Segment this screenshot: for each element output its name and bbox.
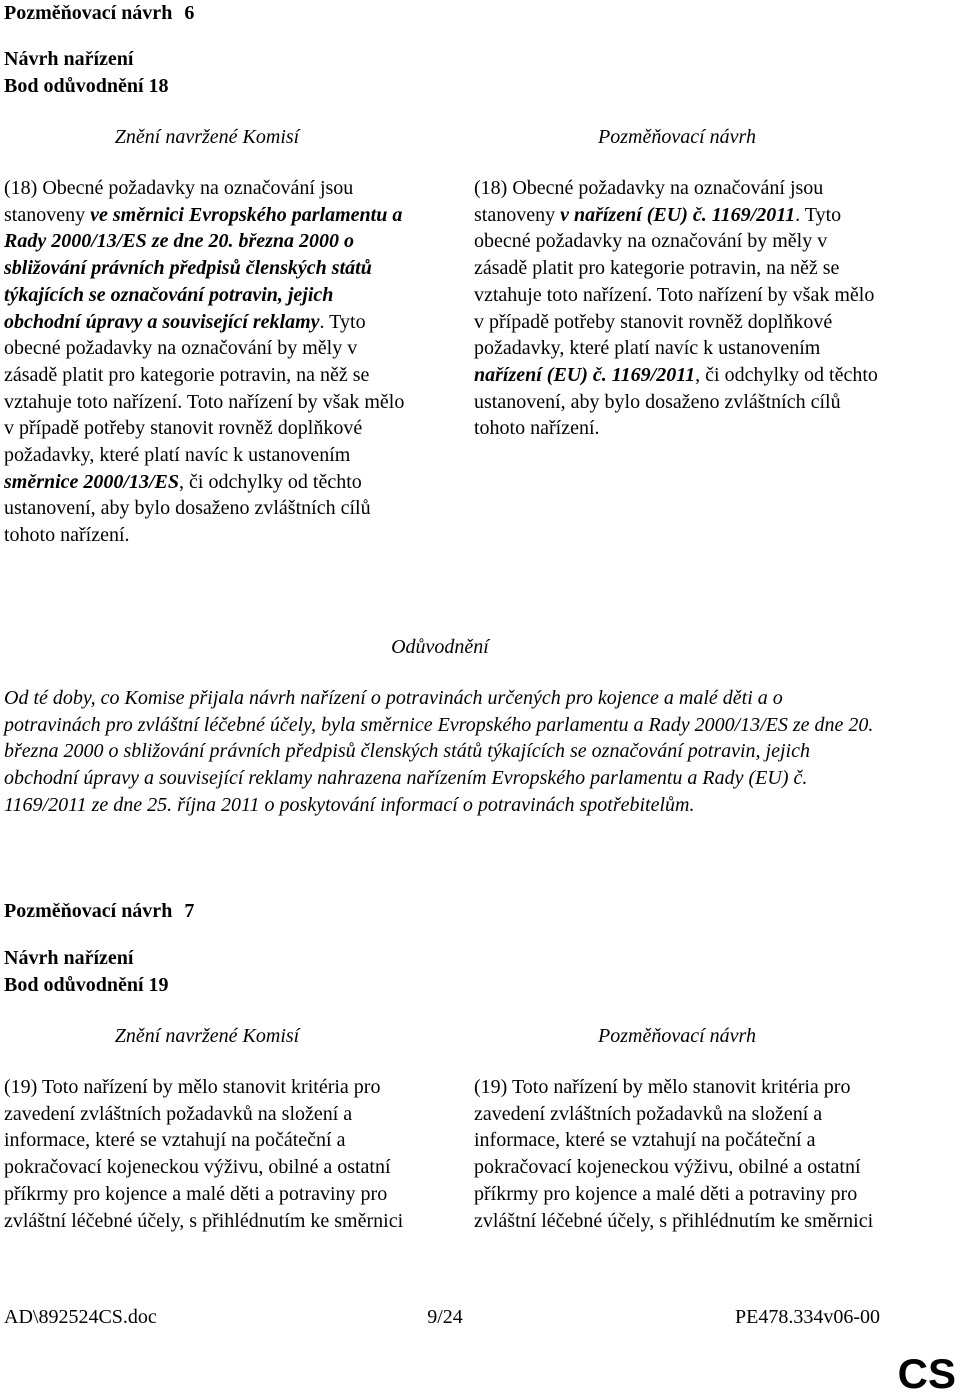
deleted-text: směrnice 2000/13/ES <box>4 470 180 493</box>
text-run: (18) Obecné požadavky na označování jsou stanoveny <box>4 177 354 226</box>
recital-title: Bod odůvodnění 18 <box>4 75 169 97</box>
justification-text: Od té doby, co Komise přijala návrh nařízení o potravinách určených pro kojence a malé děti a o potravinách pro zvláštní léčebné účely, byla směrnice Evropského parlamentu a Rady 2000/13/ES ze dne 20. března 2000 o sbližování právních předpisů členských států týkajících se označování potravin, jejich obchodní úpravy a související reklamy nahrazena nařízením Evropského parlamentu a Rady (EU) č. 1169/2011 ze dne 25. října 2011 o poskytování informací o potravinách spotřebitelům. <box>4 687 874 816</box>
added-text: nařízení (EU) č. 1169/2011 <box>474 363 696 386</box>
footer-reference: PE478.334v06-00 <box>735 1306 880 1328</box>
amendment-6-heading <box>4 0 194 26</box>
amendment-7-heading <box>4 898 194 924</box>
commission-text <box>4 175 414 549</box>
proposal-title: Návrh nařízení <box>4 947 134 969</box>
right-column-header: Pozměňovací návrh <box>598 1025 756 1047</box>
text-run: (18) Obecné požadavky na označování jsou stanoveny <box>474 177 824 226</box>
commission-text: (19) Toto nařízení by mělo stanovit kritéria pro zavedení zvláštních požadavků na složení a informace, které se vztahují na počáteční a pokračovací kojeneckou výživu, obilné a ostatní příkrmy pro kojence a malé děti a potraviny pro zvláštní léčebné účely, s přihlédnutím ke směrnici <box>4 1076 404 1232</box>
amendment-number: 6 <box>184 2 195 24</box>
text-run: . Tyto obecné požadavky na označování by měly v zásadě platit pro kategorie potravin, na něž se vztahuje toto nařízení. Toto nařízení by však mělo v případě potřeby stanovit rovněž doplňkové požadavky, které platí navíc k ustanovením <box>474 203 875 360</box>
proposal-title: Návrh nařízení <box>4 48 134 70</box>
recital-title: Bod odůvodnění 19 <box>4 974 169 996</box>
amendment-text <box>474 175 884 442</box>
text-run: , či odchylky od těchto ustanovení, aby bylo dosaženo zvláštních cílů tohoto nařízení. <box>474 363 878 440</box>
text-run: , či odchylky od těchto ustanovení, aby bylo dosaženo zvláštních cílů tohoto nařízení. <box>4 470 371 547</box>
language-code: CS <box>897 1350 956 1397</box>
added-text: v nařízení (EU) č. 1169/2011 <box>560 203 796 226</box>
left-column-header: Znění navržené Komisí <box>114 126 300 148</box>
amendment-text: (19) Toto nařízení by mělo stanovit kritéria pro zavedení zvláštních požadavků na složení a informace, které se vztahují na počáteční a pokračovací kojeneckou výživu, obilné a ostatní příkrmy pro kojence a malé děti a potraviny pro zvláštní léčebné účely, s přihlédnutím ke směrnici <box>474 1076 874 1232</box>
right-column-header: Pozměňovací návrh <box>598 126 756 148</box>
footer-filename: AD\892524CS.doc <box>4 1306 157 1328</box>
left-column-header: Znění navržené Komisí <box>114 1025 300 1047</box>
justification-title: Odůvodnění <box>391 636 489 658</box>
amendment-number: 7 <box>184 900 195 922</box>
text-run: . Tyto obecné požadavky na označování by měly v zásadě platit pro kategorie potravin, na něž se vztahuje toto nařízení. Toto nařízení by však mělo v případě potřeby stanovit rovněž doplňkové požadavky, které platí navíc k ustanovením <box>4 310 405 467</box>
footer-page-number: 9/24 <box>427 1306 463 1328</box>
amendment-label: Pozměňovací návrh <box>4 900 173 922</box>
amendment-label: Pozměňovací návrh <box>4 2 173 24</box>
deleted-text: ve směrnici Evropského parlamentu a Rady 2000/13/ES ze dne 20. března 2000 o sbližování právních předpisů členských států týkajících se označování potravin, jejich obchodní úpravy a související reklamy <box>4 203 403 333</box>
